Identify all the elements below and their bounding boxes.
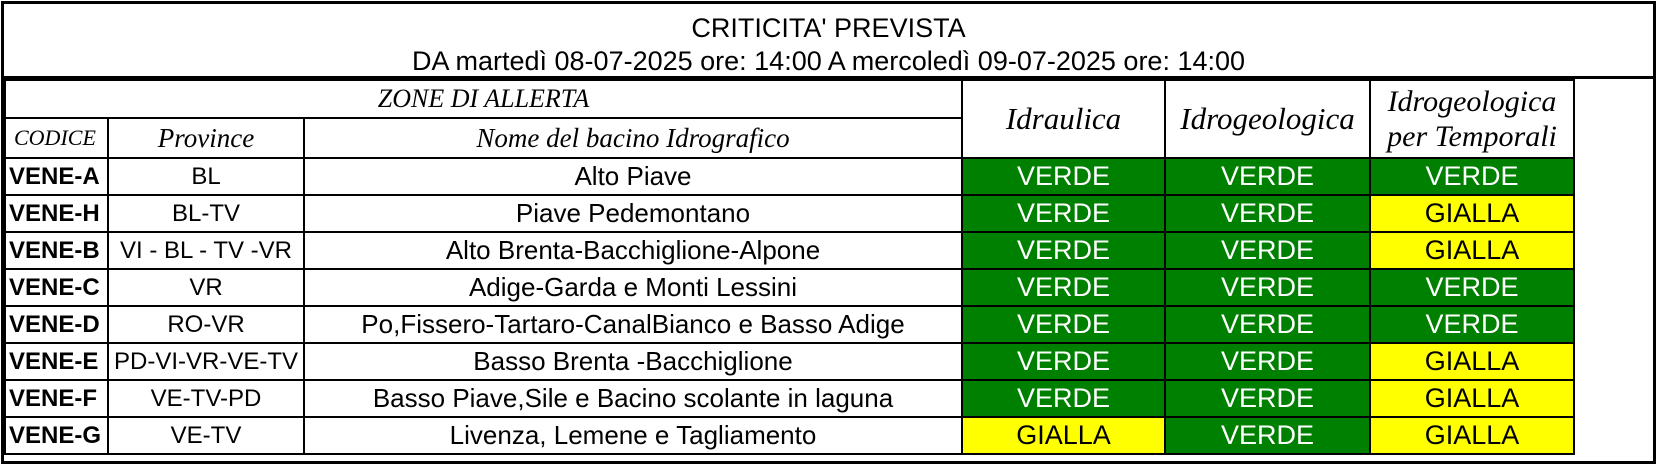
basin-name-cell: Livenza, Lemene e Tagliamento bbox=[304, 417, 962, 454]
provinces-cell: PD-VI-VR-VE-TV bbox=[108, 343, 304, 380]
zone-code: VENE-E bbox=[5, 343, 108, 380]
temporali-level: GIALLA bbox=[1370, 232, 1574, 269]
temporali-level: GIALLA bbox=[1370, 417, 1574, 454]
validity-period: DA martedì 08-07-2025 ore: 14:00 A mercoledì 09-07-2025 ore: 14:00 bbox=[411, 46, 1246, 76]
zone-code: VENE-F bbox=[5, 380, 108, 417]
temporali-level: GIALLA bbox=[1370, 343, 1574, 380]
idrogeologica-level: VERDE bbox=[1165, 195, 1370, 232]
idrogeologica-level: VERDE bbox=[1165, 417, 1370, 454]
alert-table bbox=[4, 79, 1575, 455]
table-row bbox=[5, 306, 1574, 343]
temporali-header-line1: Idrogeologica bbox=[1387, 85, 1557, 118]
idraulica-level: VERDE bbox=[962, 343, 1165, 380]
provinces-cell: BL bbox=[108, 158, 304, 195]
provinces-cell: VR bbox=[108, 269, 304, 306]
basin-name-cell: Basso Piave,Sile e Bacino scolante in laguna bbox=[304, 380, 962, 417]
basin-name-cell: Alto Brenta-Bacchiglione-Alpone bbox=[304, 232, 962, 269]
idrogeologica-level: VERDE bbox=[1165, 306, 1370, 343]
idrogeologica-header: Idrogeologica bbox=[1165, 80, 1370, 158]
provinces-cell: BL-TV bbox=[108, 195, 304, 232]
provinces-cell: RO-VR bbox=[108, 306, 304, 343]
zone-code: VENE-C bbox=[5, 269, 108, 306]
provinces-cell: VE-TV bbox=[108, 417, 304, 454]
zone-code: VENE-B bbox=[5, 232, 108, 269]
idraulica-level: VERDE bbox=[962, 380, 1165, 417]
table-row bbox=[5, 232, 1574, 269]
basin-name-cell: Alto Piave bbox=[304, 158, 962, 195]
idrogeologica-level: VERDE bbox=[1165, 158, 1370, 195]
basin-name-cell: Basso Brenta -Bacchiglione bbox=[304, 343, 962, 380]
table-row bbox=[5, 195, 1574, 232]
table-row bbox=[5, 158, 1574, 195]
bulletin-title: CRITICITA' PREVISTA bbox=[691, 13, 966, 43]
temporali-level: VERDE bbox=[1370, 269, 1574, 306]
table-row bbox=[5, 380, 1574, 417]
code-header: CODICE bbox=[5, 118, 108, 158]
idrogeologica-level: VERDE bbox=[1165, 343, 1370, 380]
idraulica-level: VERDE bbox=[962, 306, 1165, 343]
provinces-header: Province bbox=[108, 118, 304, 158]
zone-code: VENE-D bbox=[5, 306, 108, 343]
basin-name-cell: Piave Pedemontano bbox=[304, 195, 962, 232]
provinces-cell: VE-TV-PD bbox=[108, 380, 304, 417]
idraulica-level: VERDE bbox=[962, 232, 1165, 269]
zone-code: VENE-A bbox=[5, 158, 108, 195]
temporali-header bbox=[1370, 80, 1574, 158]
idraulica-header: Idraulica bbox=[962, 80, 1165, 158]
zone-code: VENE-H bbox=[5, 195, 108, 232]
idrogeologica-level: VERDE bbox=[1165, 380, 1370, 417]
zone-code: VENE-G bbox=[5, 417, 108, 454]
basin-name-cell: Adige-Garda e Monti Lessini bbox=[304, 269, 962, 306]
title-block bbox=[4, 4, 1653, 79]
temporali-level: VERDE bbox=[1370, 306, 1574, 343]
table-row bbox=[5, 417, 1574, 454]
idraulica-level: VERDE bbox=[962, 269, 1165, 306]
table-row bbox=[5, 343, 1574, 380]
idrogeologica-level: VERDE bbox=[1165, 232, 1370, 269]
zones-group-header: ZONE DI ALLERTA bbox=[5, 80, 962, 118]
alert-bulletin bbox=[1, 1, 1656, 464]
temporali-level: GIALLA bbox=[1370, 195, 1574, 232]
table-row bbox=[5, 269, 1574, 306]
idraulica-level: GIALLA bbox=[962, 417, 1165, 454]
idrogeologica-level: VERDE bbox=[1165, 269, 1370, 306]
temporali-level: GIALLA bbox=[1370, 380, 1574, 417]
basin-name-cell: Po,Fissero-Tartaro-CanalBianco e Basso Adige bbox=[304, 306, 962, 343]
temporali-level: VERDE bbox=[1370, 158, 1574, 195]
temporali-header-line2: per Temporali bbox=[1387, 120, 1557, 153]
basin-header: Nome del bacino Idrografico bbox=[304, 118, 962, 158]
idraulica-level: VERDE bbox=[962, 195, 1165, 232]
idraulica-level: VERDE bbox=[962, 158, 1165, 195]
provinces-cell: VI - BL - TV -VR bbox=[108, 232, 304, 269]
